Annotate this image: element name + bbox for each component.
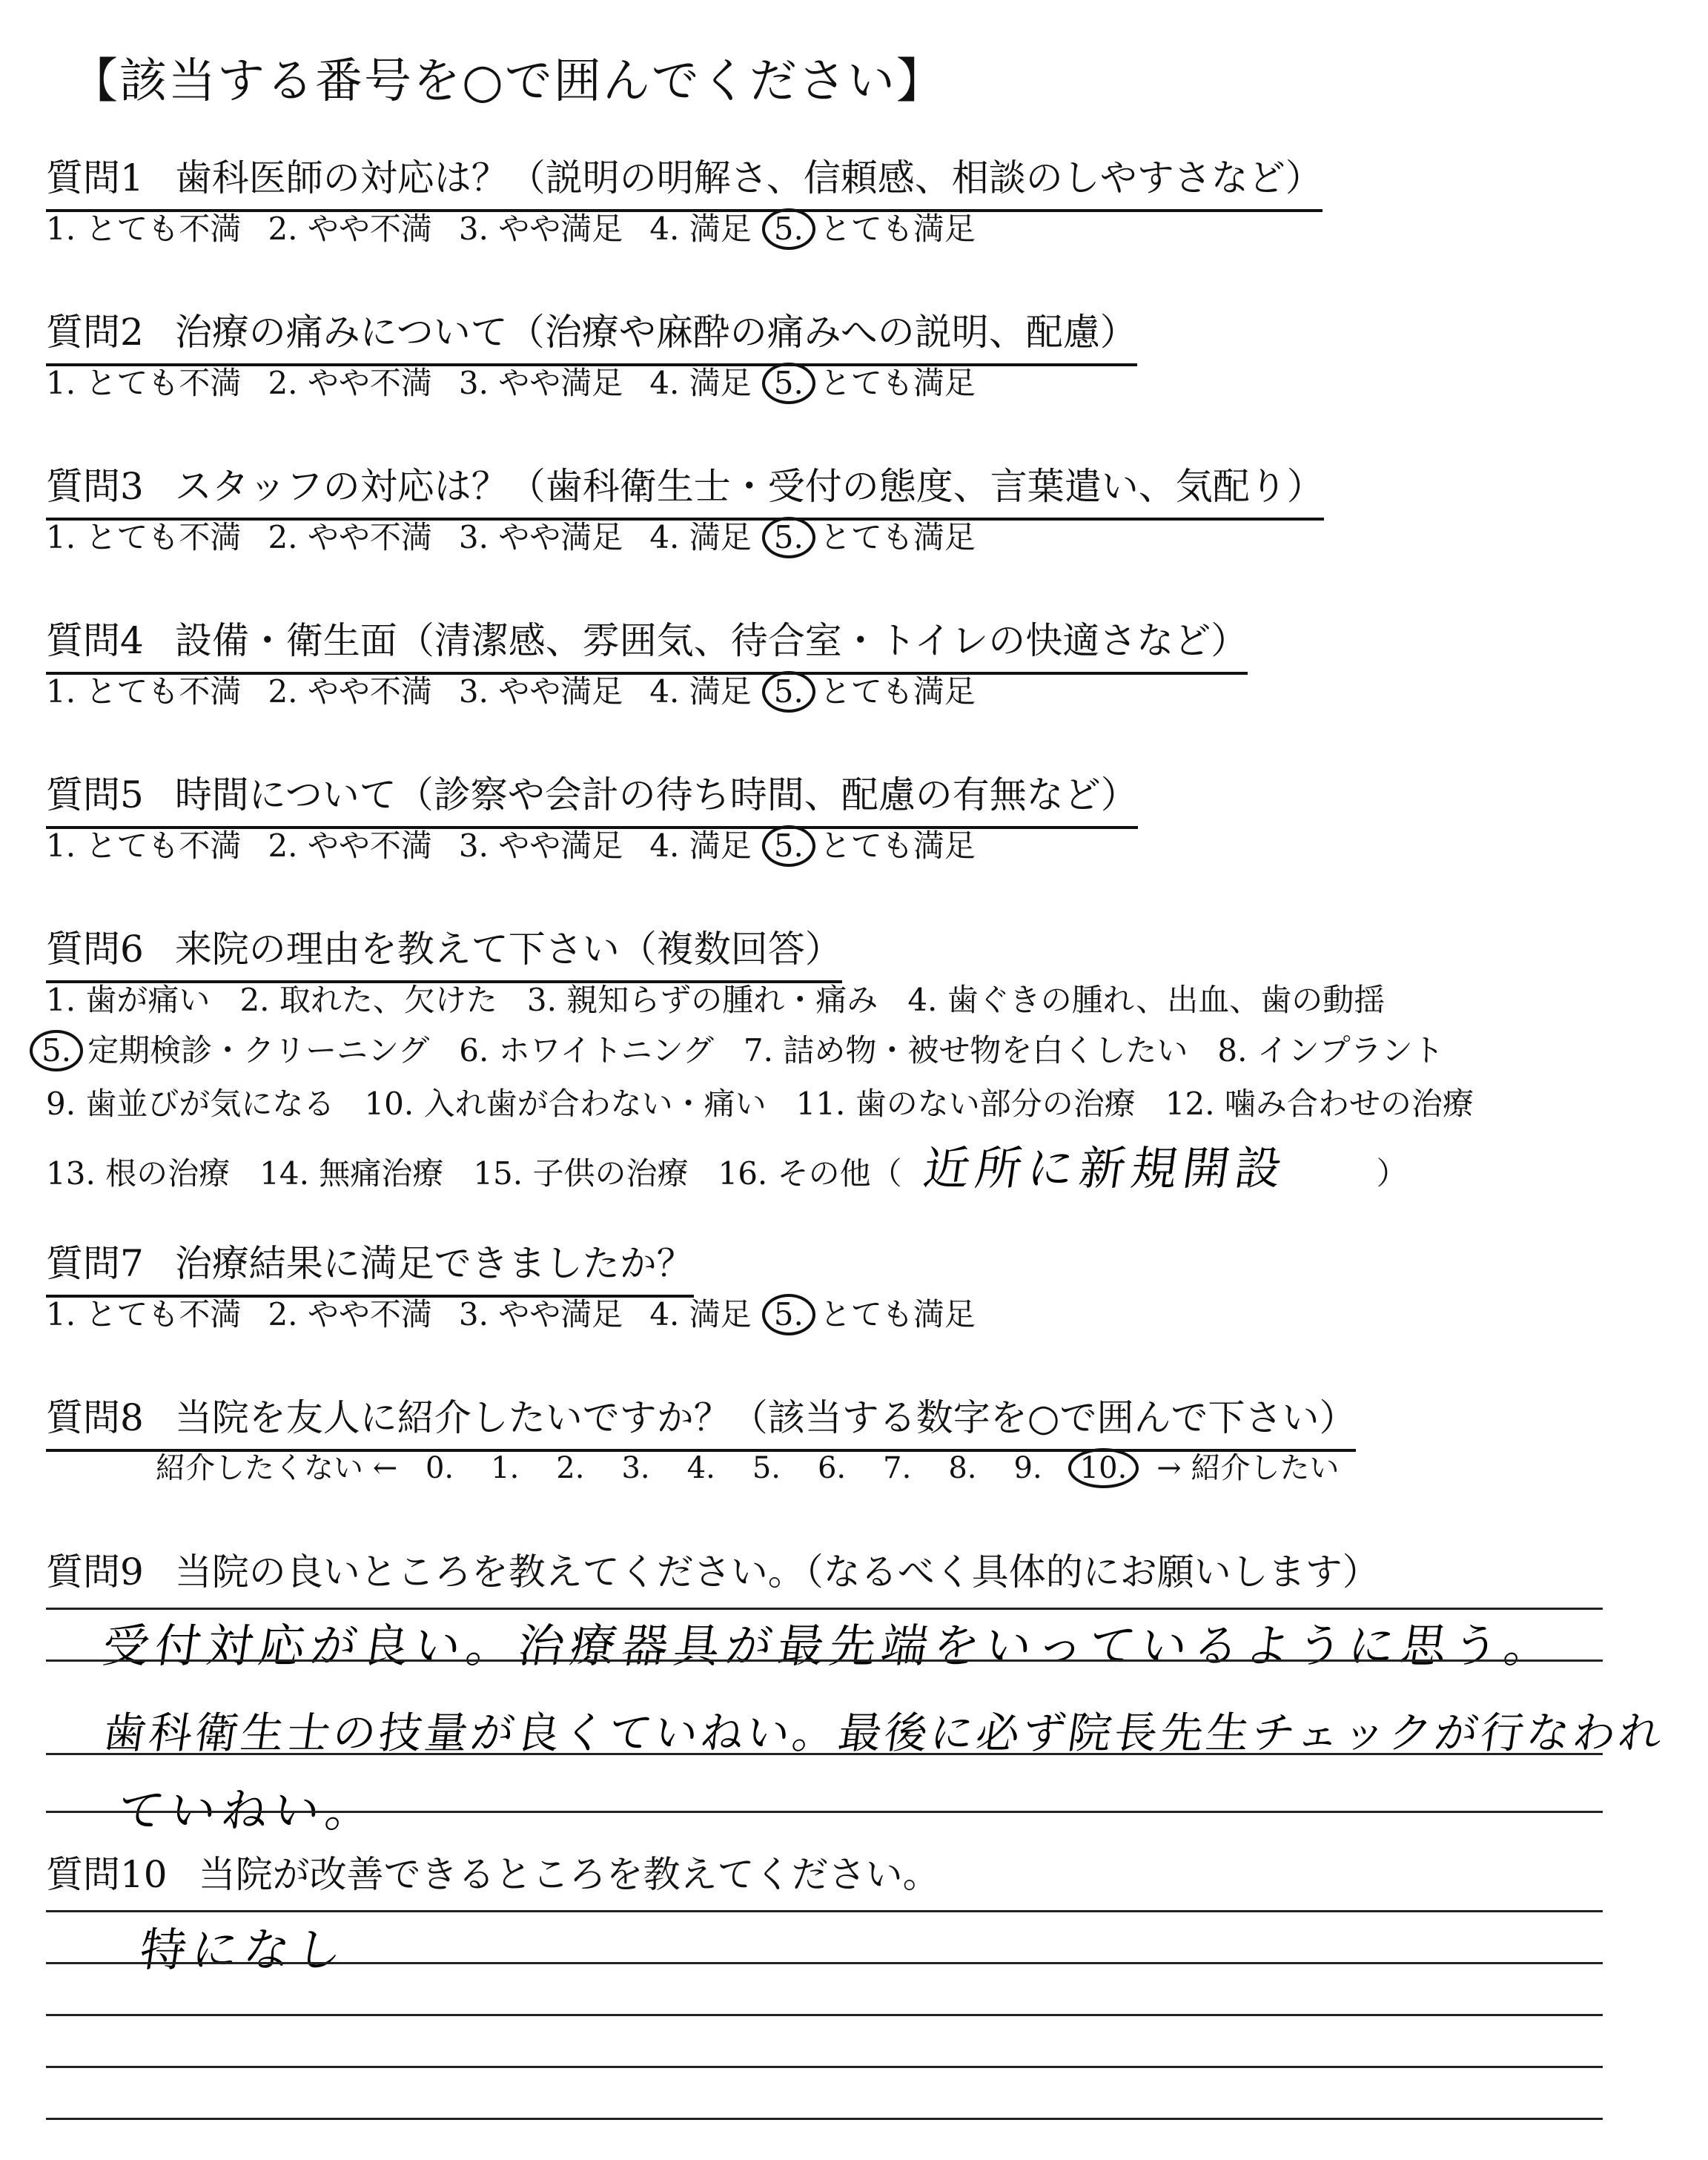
- reason-option[interactable]: 1. 歯が痛い: [46, 982, 211, 1018]
- question-10: [46, 1845, 940, 1898]
- rating-option-4[interactable]: 4. 満足: [649, 365, 752, 401]
- question-number: 質問6: [46, 928, 144, 971]
- rating-options-3: [46, 513, 976, 558]
- rating-option-4[interactable]: 4. 満足: [649, 828, 752, 864]
- circled-rating-label: とても満足: [819, 211, 976, 247]
- reason-option[interactable]: 10. 入れ歯が合わない・痛い: [364, 1086, 767, 1122]
- reason-option[interactable]: 4. 歯ぐきの腫れ、出血、歯の動揺: [907, 982, 1386, 1018]
- question-text: 治療結果に満足できましたか？: [174, 1242, 694, 1285]
- rating-option-2[interactable]: 2. やや不満: [268, 365, 432, 401]
- q9-answer-line-3[interactable]: ていねい。: [114, 1783, 382, 1837]
- question-number: 質問9: [46, 1550, 144, 1593]
- reason-option[interactable]: 12. 噛み合わせの治療: [1165, 1086, 1474, 1122]
- rating-option-3[interactable]: 3. やや満足: [458, 365, 623, 401]
- rating-option-1[interactable]: 1. とても不満: [46, 519, 242, 555]
- question-text: 歯科医師の対応は？（説明の明解さ、信頼感、相談のしやすさなど）: [174, 156, 1323, 199]
- circled-reason-label: 定期検診・クリーニング: [87, 1032, 430, 1069]
- circled-rating-label: とても満足: [819, 673, 976, 710]
- rating-option-3[interactable]: 3. やや満足: [458, 673, 623, 710]
- question-6: [46, 919, 842, 983]
- scale-option[interactable]: 6.: [817, 1451, 847, 1485]
- question-number: 質問5: [46, 773, 144, 816]
- reason-other-answer[interactable]: 近所に新規開設: [919, 1141, 1291, 1195]
- rating-option-1[interactable]: 1. とても不満: [46, 211, 242, 247]
- answer-line: [46, 2066, 1603, 2068]
- reason-option[interactable]: 3. 親知らずの腫れ・痛み: [526, 982, 878, 1018]
- rating-option-3[interactable]: 3. やや満足: [458, 519, 623, 555]
- circled-rating[interactable]: 5.: [762, 363, 815, 404]
- reason-row-2: [30, 1026, 1474, 1071]
- question-number: 質問8: [46, 1396, 144, 1439]
- circled-rating[interactable]: 5.: [762, 1294, 815, 1335]
- scale-option[interactable]: 0.: [425, 1451, 454, 1485]
- answer-line: [46, 1753, 1603, 1755]
- q9-answer-line-1[interactable]: 受付対応が良い。治療器具が最先端をいっているように思う。: [99, 1619, 1560, 1673]
- question-text: スタッフの対応は？（歯科衛生士・受付の態度、言葉遣い、気配り）: [174, 465, 1324, 508]
- referral-left-label: 紹介したくない ←: [156, 1451, 398, 1485]
- reason-option[interactable]: 13. 根の治療: [46, 1155, 231, 1192]
- rating-option-4[interactable]: 4. 満足: [649, 519, 752, 555]
- question-number: 質問10: [46, 1853, 168, 1896]
- page-title: 【該当する番号を○で囲んでください】: [70, 54, 945, 109]
- question-text: 来院の理由を教えて下さい（複数回答）: [174, 928, 842, 971]
- rating-option-2[interactable]: 2. やや不満: [268, 673, 432, 710]
- scale-option[interactable]: 3.: [621, 1451, 650, 1485]
- question-5: [46, 765, 1138, 829]
- reason-row-3: [46, 1080, 1503, 1124]
- scale-option[interactable]: 8.: [948, 1451, 977, 1485]
- rating-option-2[interactable]: 2. やや不満: [268, 519, 432, 555]
- reason-option[interactable]: 14. 無痛治療: [259, 1155, 444, 1192]
- question-number: 質問3: [46, 465, 144, 508]
- question-text: 当院の良いところを教えてください。（なるべく具体的にお願いします）: [174, 1550, 1380, 1593]
- rating-option-1[interactable]: 1. とても不満: [46, 673, 242, 710]
- scale-option[interactable]: 7.: [883, 1451, 912, 1485]
- circled-scale[interactable]: 10.: [1068, 1448, 1139, 1488]
- reason-option[interactable]: 2. 取れた、欠けた: [239, 982, 497, 1018]
- rating-option-2[interactable]: 2. やや不満: [268, 211, 432, 247]
- reason-option[interactable]: 7. 詰め物・被せ物を白くしたい: [743, 1032, 1188, 1069]
- rating-option-2[interactable]: 2. やや不満: [268, 828, 432, 864]
- rating-option-4[interactable]: 4. 満足: [649, 211, 752, 247]
- circled-reason[interactable]: 5.: [30, 1030, 83, 1071]
- circled-rating-label: とても満足: [819, 519, 976, 555]
- rating-options-2: [46, 359, 976, 404]
- scale-option[interactable]: 1.: [491, 1451, 520, 1485]
- rating-options-4: [46, 667, 976, 713]
- answer-line: [46, 2014, 1603, 2016]
- circled-rating[interactable]: 5.: [762, 517, 815, 558]
- reason-option[interactable]: 11. 歯のない部分の治療: [795, 1086, 1136, 1122]
- scale-option[interactable]: 2.: [556, 1451, 585, 1485]
- reason-option[interactable]: 15. 子供の治療: [473, 1155, 689, 1192]
- scale-option[interactable]: 9.: [1013, 1451, 1042, 1485]
- rating-options-1: [46, 205, 976, 250]
- referral-scale: [156, 1444, 1340, 1488]
- referral-right-label: → 紹介したい: [1156, 1451, 1340, 1485]
- rating-option-1[interactable]: 1. とても不満: [46, 1296, 242, 1332]
- answer-line: [46, 1811, 1603, 1813]
- question-1: [46, 148, 1323, 212]
- rating-option-3[interactable]: 3. やや満足: [458, 1296, 623, 1332]
- reason-other-close: ）: [1376, 1155, 1408, 1192]
- circled-rating-label: とても満足: [819, 828, 976, 864]
- reason-other-label: 16. その他（: [718, 1155, 902, 1192]
- circled-rating-label: とても満足: [819, 1296, 976, 1332]
- scale-option[interactable]: 4.: [686, 1451, 715, 1485]
- reason-row-4: [46, 1132, 1408, 1198]
- answer-line: [46, 1962, 1603, 1964]
- q9-answer-line-2[interactable]: 歯科衛生士の技量が良くていねい。最後に必ず院長先生チェックが行なわれ: [99, 1708, 1669, 1758]
- rating-option-3[interactable]: 3. やや満足: [458, 828, 623, 864]
- circled-rating[interactable]: 5.: [762, 671, 815, 713]
- rating-option-1[interactable]: 1. とても不満: [46, 828, 242, 864]
- question-3: [46, 457, 1324, 521]
- question-number: 質問4: [46, 619, 144, 662]
- rating-option-3[interactable]: 3. やや満足: [458, 211, 623, 247]
- reason-option[interactable]: 8. インプラント: [1217, 1032, 1444, 1069]
- question-number: 質問2: [46, 311, 144, 354]
- question-text: 当院が改善できるところを教えてください。: [198, 1853, 940, 1896]
- circled-rating[interactable]: 5.: [762, 208, 815, 250]
- scale-option[interactable]: 5.: [752, 1451, 781, 1485]
- reason-row-1: [46, 976, 1414, 1020]
- question-text: 当院を友人に紹介したいですか？（該当する数字を○で囲んで下さい）: [174, 1396, 1357, 1439]
- answer-line: [46, 2118, 1603, 2120]
- question-text: 治療の痛みについて（治療や麻酔の痛みへの説明、配慮）: [174, 311, 1137, 354]
- question-9: [46, 1542, 1380, 1596]
- rating-option-2[interactable]: 2. やや不満: [268, 1296, 432, 1332]
- question-7: [46, 1234, 694, 1298]
- question-4: [46, 611, 1248, 675]
- circled-rating[interactable]: 5.: [762, 825, 815, 867]
- question-text: 時間について（診察や会計の待ち時間、配慮の有無など）: [174, 773, 1138, 816]
- reason-option[interactable]: 9. 歯並びが気になる: [46, 1086, 335, 1122]
- answer-line: [46, 1910, 1603, 1912]
- rating-option-1[interactable]: 1. とても不満: [46, 365, 242, 401]
- reason-option[interactable]: 6. ホワイトニング: [459, 1032, 714, 1069]
- rating-option-4[interactable]: 4. 満足: [649, 673, 752, 710]
- q10-answer-line-1[interactable]: 特になし: [136, 1923, 352, 1977]
- question-text: 設備・衛生面（清潔感、雰囲気、待合室・トイレの快適さなど）: [174, 619, 1248, 662]
- question-number: 質問1: [46, 156, 144, 199]
- question-2: [46, 303, 1137, 366]
- question-number: 質問7: [46, 1242, 144, 1285]
- answer-line: [46, 1659, 1603, 1662]
- rating-options-7: [46, 1290, 976, 1335]
- circled-rating-label: とても満足: [819, 365, 976, 401]
- rating-options-5: [46, 822, 976, 867]
- question-8: [46, 1388, 1356, 1452]
- rating-option-4[interactable]: 4. 満足: [649, 1296, 752, 1332]
